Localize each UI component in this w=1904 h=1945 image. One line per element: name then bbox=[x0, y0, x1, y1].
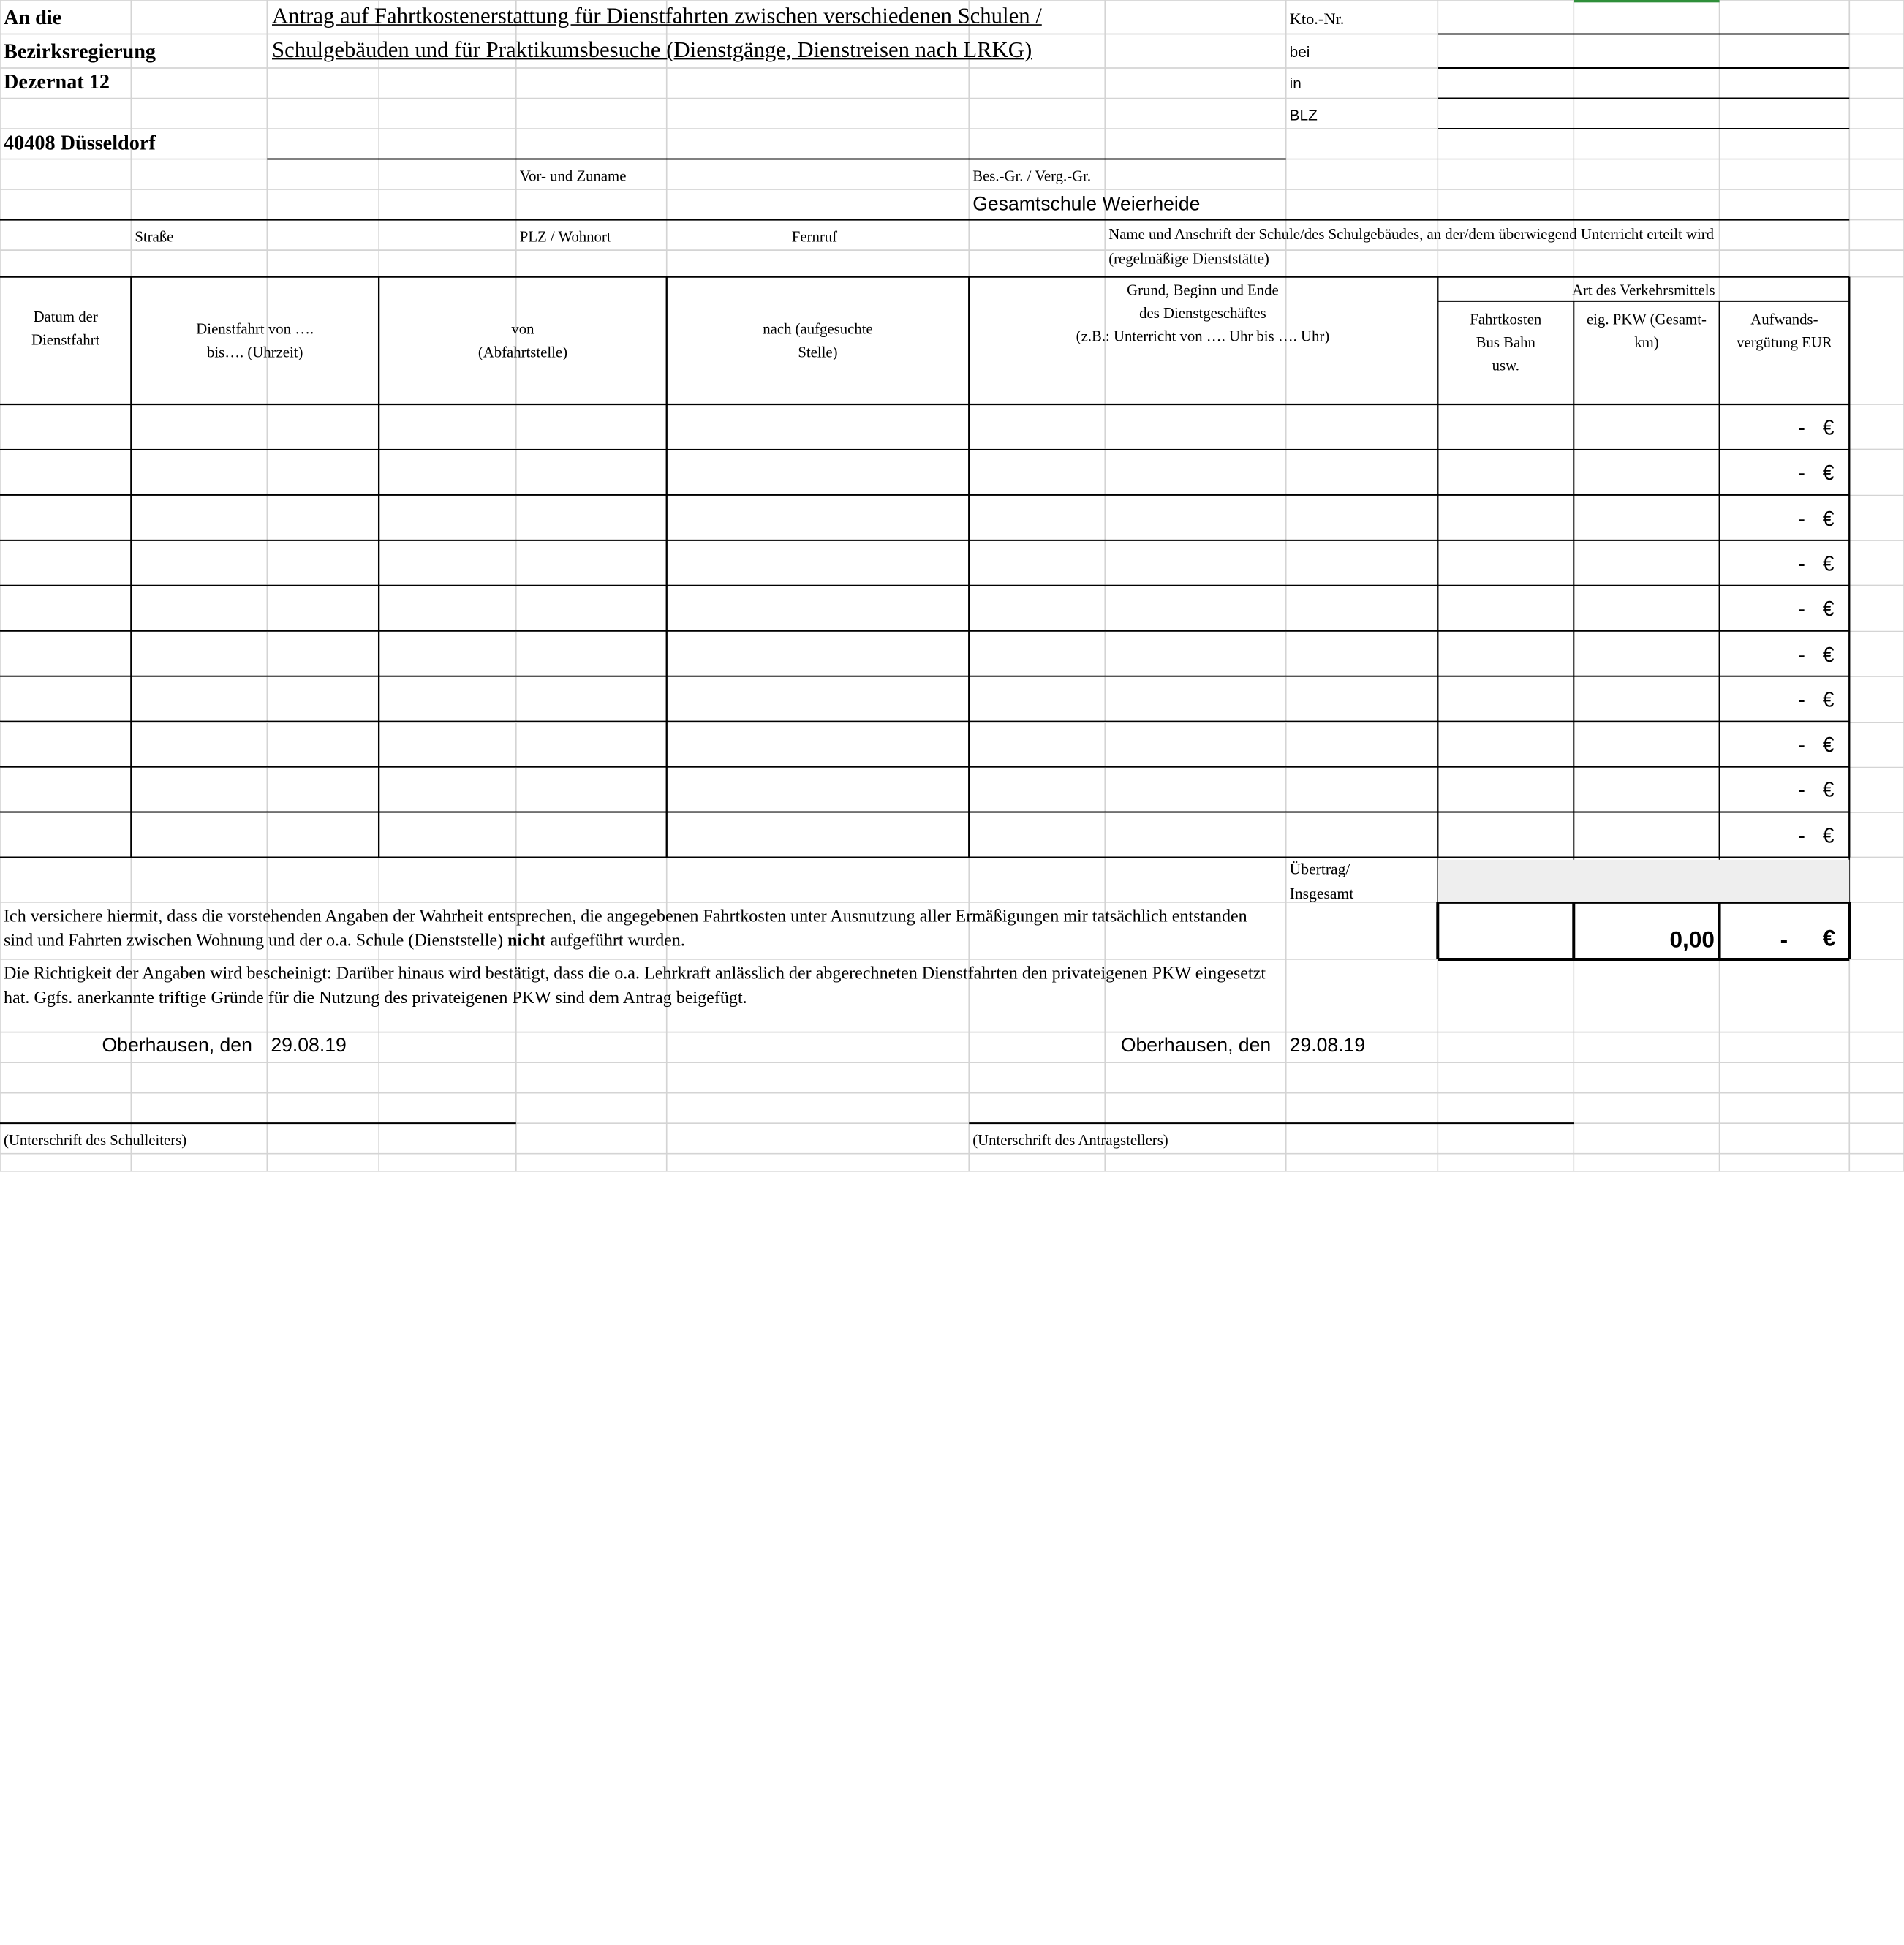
school-value[interactable]: Gesamtschule Weierheide bbox=[972, 194, 1201, 215]
left-signature-caption: (Unterschrift des Schulleiters) bbox=[3, 1131, 187, 1149]
row-10-allowance-amount[interactable]: - bbox=[1798, 824, 1805, 847]
row-2-currency: € bbox=[1822, 461, 1835, 486]
row-8-currency: € bbox=[1822, 733, 1835, 757]
account-number-label: Kto.-Nr. bbox=[1289, 10, 1345, 29]
row-3-currency: € bbox=[1822, 507, 1835, 531]
col-date-header: Datum der Dienstfahrt bbox=[31, 308, 100, 349]
row-5-allowance-amount[interactable]: - bbox=[1798, 597, 1805, 621]
row-6-currency: € bbox=[1822, 643, 1835, 666]
recipient-line-2: Bezirksregierung bbox=[3, 39, 156, 64]
certification-text: Die Richtigkeit der Angaben wird bescheinigt: Darüber hinaus wird bestätigt, dass die o.a. Lehrkraft anlässlich der abgerechneten Dienstfahrten den privateigenen PKW eingesetzt hat. Ggfs. anerkannte triftige Gründe für die Nutzung des privateigenen PKW sind dem Antrag beigefügt. bbox=[3, 964, 1266, 1008]
row-4-allowance-amount[interactable]: - bbox=[1798, 552, 1805, 575]
street-label: Straße bbox=[135, 228, 174, 246]
right-place-label: Oberhausen, den bbox=[1120, 1035, 1272, 1057]
transport-header: Art des Verkehrsmittels bbox=[1571, 282, 1715, 299]
declaration-text bbox=[4, 904, 1279, 953]
allowance-total-currency: € bbox=[1822, 926, 1836, 952]
right-date-value[interactable]: 29.08.19 bbox=[1289, 1035, 1366, 1057]
row-5-currency: € bbox=[1822, 597, 1835, 621]
left-date-value[interactable]: 29.08.19 bbox=[271, 1035, 347, 1057]
allowance-total-value[interactable]: - bbox=[1780, 927, 1788, 953]
car-total-value[interactable]: 0,00 bbox=[1669, 927, 1715, 953]
row-10-currency: € bbox=[1822, 824, 1835, 847]
col-reason-header-3: (z.B.: Unterricht von …. Uhr bis …. Uhr) bbox=[1076, 328, 1330, 345]
bank-place-label: in bbox=[1289, 75, 1302, 93]
row-9-allowance-amount[interactable]: - bbox=[1798, 779, 1805, 802]
col-fare-header: Fahrtkosten Bus Bahn usw. bbox=[1470, 311, 1542, 374]
col-allowance-header: Aufwands-vergütung EUR bbox=[1737, 311, 1832, 351]
form-title-line-1: Antrag auf Fahrtkostenerstattung für Dienstfahrten zwischen verschiedenen Schulen / bbox=[272, 4, 1042, 29]
total-label: Insgesamt bbox=[1289, 884, 1354, 902]
recipient-line-3: Dezernat 12 bbox=[3, 70, 110, 94]
bank-label: bei bbox=[1289, 43, 1310, 61]
zip-label: PLZ / Wohnort bbox=[519, 228, 611, 246]
declaration-text-bold: nicht bbox=[507, 931, 546, 951]
recipient-line-1: An die bbox=[3, 6, 62, 29]
right-signature-caption: (Unterschrift des Antragstellers) bbox=[972, 1131, 1168, 1149]
col-reason-header-1: Grund, Beginn und Ende bbox=[1127, 282, 1279, 299]
declaration-text-after: aufgeführt wurden. bbox=[550, 931, 685, 951]
row-2-allowance-amount[interactable]: - bbox=[1798, 461, 1805, 486]
carry-over-cells bbox=[1438, 860, 1849, 902]
row-4-currency: € bbox=[1822, 552, 1835, 575]
carry-over-label: Übertrag/ bbox=[1289, 859, 1350, 878]
row-3-allowance-amount[interactable]: - bbox=[1798, 507, 1805, 531]
col-car-header: eig. PKW (Gesamt-km) bbox=[1586, 311, 1707, 351]
declaration-text-before: Ich versichere hiermit, dass die vorstehenden Angaben der Wahrheit entsprechen, die angegebenen Fahrtkosten unter Ausnutzung aller Ermäßigungen mir tatsächlich entstanden sind und Fahrten zwischen Wohnung und der o.a. Schule (Dienststelle) bbox=[3, 907, 1247, 951]
row-1-allowance-amount[interactable]: - bbox=[1798, 416, 1805, 440]
selection-indicator bbox=[1574, 0, 1719, 2]
col-to-header: nach (aufgesuchte Stelle) bbox=[763, 320, 873, 361]
grade-label: Bes.-Gr. / Verg.-Gr. bbox=[972, 167, 1092, 185]
row-6-allowance-amount[interactable]: - bbox=[1798, 643, 1805, 666]
recipient-city: 40408 Düsseldorf bbox=[3, 131, 156, 154]
blz-label: BLZ bbox=[1289, 107, 1318, 124]
school-label: Name und Anschrift der Schule/des Schulgebäudes, an der/dem überwiegend Unterricht erteilt wird (regelmäßige Dienststätte) bbox=[1108, 225, 1715, 268]
col-trip-header: Dienstfahrt von …. bis…. (Uhrzeit) bbox=[196, 320, 314, 361]
row-8-allowance-amount[interactable]: - bbox=[1798, 733, 1805, 757]
row-1-currency: € bbox=[1822, 416, 1835, 440]
col-from-header: von (Abfahrtstelle) bbox=[477, 320, 568, 361]
row-9-currency: € bbox=[1822, 779, 1835, 802]
row-7-allowance-amount[interactable]: - bbox=[1798, 688, 1805, 711]
row-7-currency: € bbox=[1822, 688, 1835, 711]
left-place-label: Oberhausen, den bbox=[102, 1035, 252, 1057]
phone-label: Fernruf bbox=[791, 228, 838, 246]
form-title-line-2: Schulgebäuden und für Praktikumsbesuche (Dienstgänge, Dienstreisen nach LRKG) bbox=[272, 39, 1032, 64]
name-label: Vor- und Zuname bbox=[519, 167, 627, 185]
col-reason-header-2: des Dienstgeschäftes bbox=[1139, 304, 1266, 322]
